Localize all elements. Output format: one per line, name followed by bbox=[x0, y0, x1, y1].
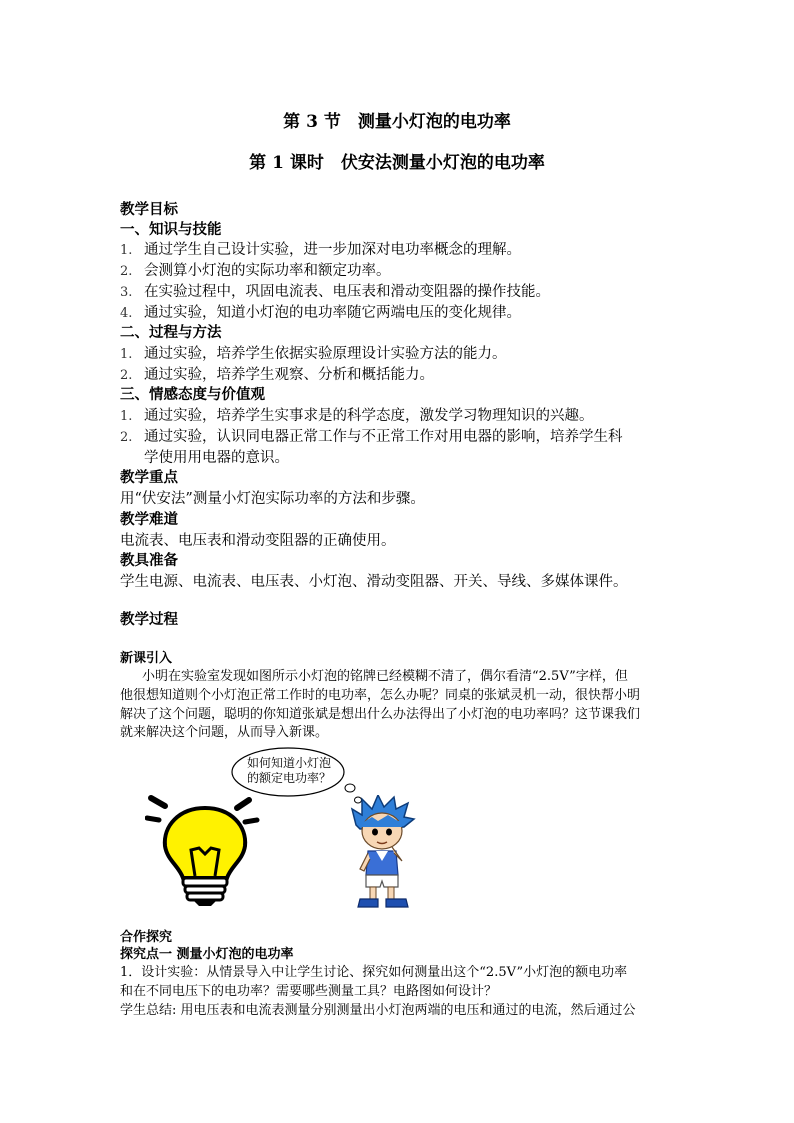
explore-line: 和在不同电压下的电功率？需要哪些测量工具？电路图如何设计？ bbox=[120, 984, 498, 999]
intro-heading: 新课引入 bbox=[120, 651, 173, 666]
bubble-line: 的额定电功率？ bbox=[247, 771, 332, 785]
cooperate-heading: 合作探究 bbox=[120, 930, 173, 945]
intro-line: 小明在实验室发现如图所示小灯泡的铭牌已经模糊不清了，偶尔看清“2.5V”字样，但 bbox=[142, 669, 628, 684]
emotion-heading: 三、情感态度与价值观 bbox=[120, 386, 265, 403]
intro-line: 解决了这个问题，聪明的你知道张斌是想出什么办法得出了小灯泡的电功率吗？这节课我们 bbox=[120, 707, 641, 722]
intro-line: 他很想知道则个小灯泡正常工作时的电功率，怎么办呢？同桌的张斌灵机一动，很快帮小明 bbox=[120, 688, 641, 703]
tools-heading: 教具准备 bbox=[120, 552, 178, 569]
list-item: 3. 在实验过程中，巩固电流表、电压表和滑动变阻器的操作技能。 bbox=[120, 284, 550, 300]
key-point-heading: 教学重点 bbox=[120, 469, 178, 486]
goals-heading: 教学目标 bbox=[120, 201, 178, 218]
list-item: 1. 通过实验，培养学生依据实验原理设计实验方法的能力。 bbox=[120, 346, 507, 362]
list-item: 4. 通过实验，知道小灯泡的电功率随它两端电压的变化规律。 bbox=[120, 305, 521, 321]
explore-line: 1．设计实验：从情景导入中让学生讨论、探究如何测量出这个“2.5V”小灯泡的额电功率 bbox=[120, 965, 628, 980]
bubble-line: 如何知道小灯泡 bbox=[247, 756, 332, 770]
explore-line: 学生总结: 用电压表和电流表测量分别测量出小灯泡两端的电压和通过的电流，然后通过公 bbox=[120, 1003, 636, 1018]
difficulty-text: 电流表、电压表和滑动变阻器的正确使用。 bbox=[120, 533, 396, 549]
knowledge-heading: 一、知识与技能 bbox=[120, 221, 222, 238]
cartoon-boy-icon bbox=[348, 795, 418, 910]
process-heading: 二、过程与方法 bbox=[120, 324, 222, 341]
list-item: 1. 通过实验，培养学生实事求是的科学态度，激发学习物理知识的兴趣。 bbox=[120, 408, 594, 424]
list-item: 2. 通过实验，培养学生观察、分析和概括能力。 bbox=[120, 367, 434, 383]
lesson-title: 第 1 课时 伏安法测量小灯泡的电功率 bbox=[249, 153, 545, 173]
intro-line: 就来解决这个问题，从而导入新课。 bbox=[120, 725, 329, 740]
list-item: 2. 会测算小灯泡的实际功率和额定功率。 bbox=[120, 263, 391, 279]
list-item: 2. 通过实验，认识同电器正常工作与不正常工作对用电器的影响，培养学生科 bbox=[120, 429, 623, 445]
lightbulb-icon bbox=[145, 790, 265, 910]
explore-point-heading: 探究点一 测量小灯泡的电功率 bbox=[120, 947, 294, 962]
tools-text: 学生电源、电流表、电压表、小灯泡、滑动变阻器、开关、导线、多媒体课件。 bbox=[120, 574, 628, 590]
section-title: 第 3 节 测量小灯泡的电功率 bbox=[283, 112, 511, 132]
difficulty-heading: 教学难道 bbox=[120, 511, 178, 528]
list-item-continuation: 学使用用电器的意识。 bbox=[144, 450, 289, 466]
teaching-process-heading: 教学过程 bbox=[120, 611, 178, 628]
list-item: 1. 通过学生自己设计实验，进一步加深对电功率概念的理解。 bbox=[120, 242, 521, 258]
key-point-text: 用“伏安法”测量小灯泡实际功率的方法和步骤。 bbox=[120, 491, 425, 507]
